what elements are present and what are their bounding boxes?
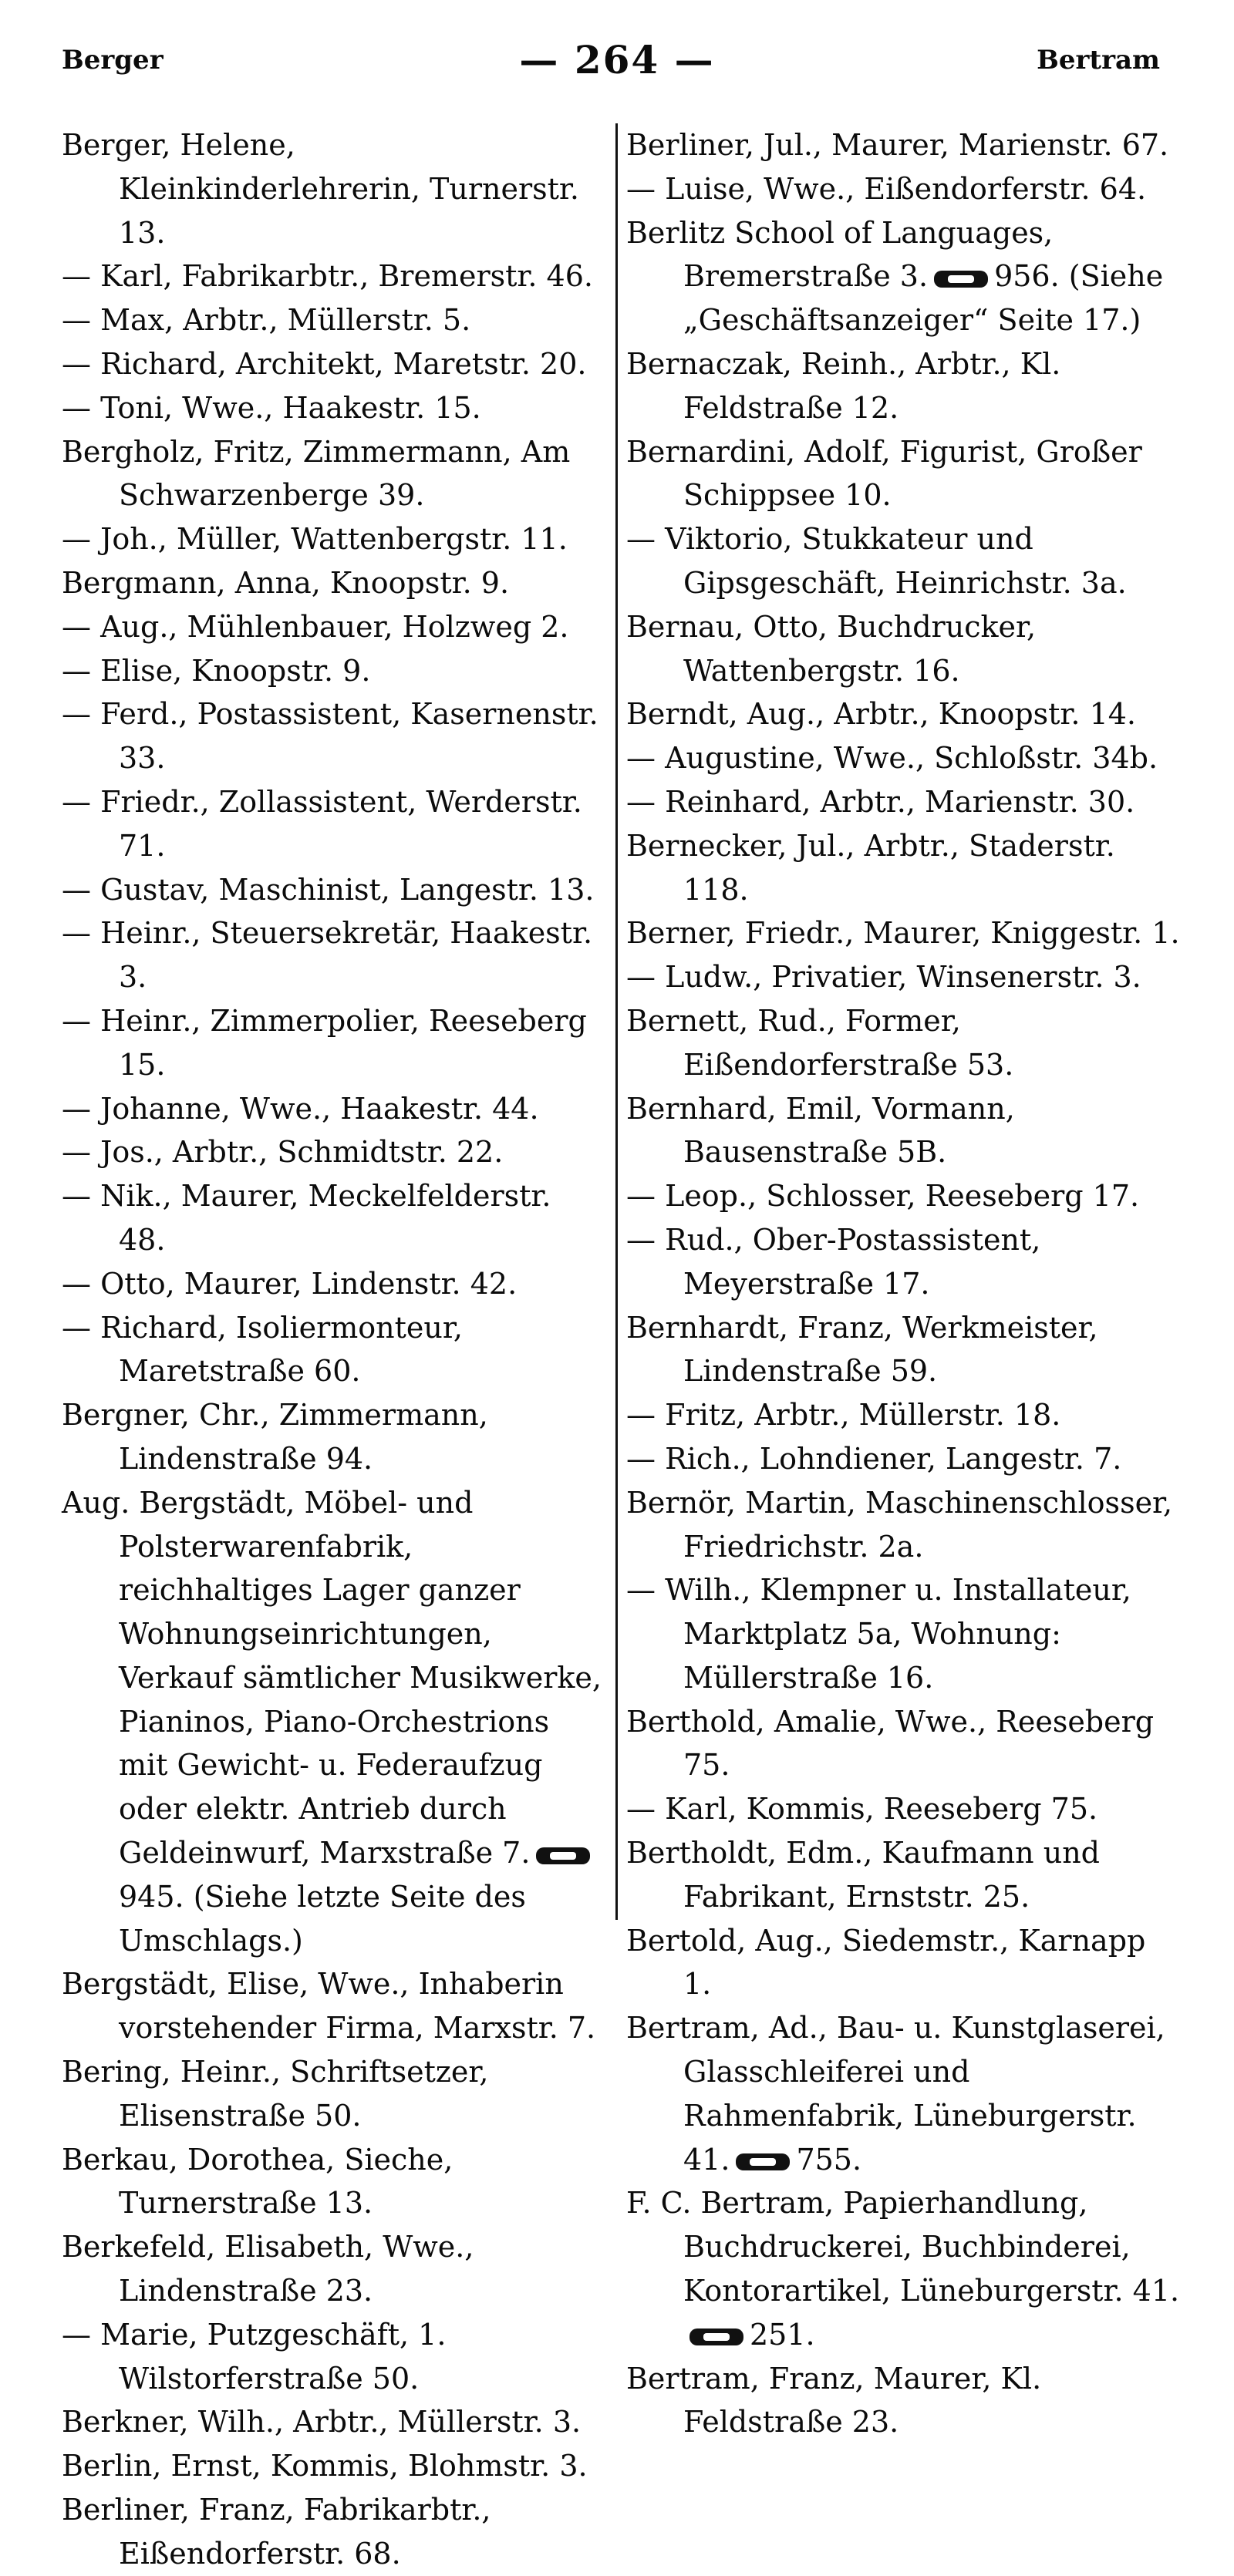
directory-entry	[62, 430, 605, 518]
entry-text: — Aug., Mühlenbauer, Holzweg 2.	[62, 609, 569, 644]
directory-entry	[626, 1087, 1180, 1175]
directory-entry	[62, 780, 605, 868]
directory-entry	[62, 123, 605, 254]
directory-entry	[626, 1568, 1180, 1699]
directory-entry	[626, 211, 1180, 342]
entry-text: — Reinhard, Arbtr., Marienstr. 30.	[626, 784, 1135, 819]
telephone-number: 755.	[796, 2142, 862, 2177]
entry-text: Berlin, Ernst, Kommis, Blohmstr. 3.	[62, 2449, 588, 2483]
entry-text: — Marie, Putzgeschäft, 1. Wilstorferstraße 50.	[62, 2317, 447, 2396]
directory-entry	[62, 517, 605, 561]
entry-text: Bertold, Aug., Siedemstr., Karnapp 1.	[626, 1923, 1146, 2002]
entry-text: Bernardini, Adolf, Figurist, Großer Schippsee 10.	[626, 434, 1142, 513]
directory-entry	[626, 1218, 1180, 1306]
right-column	[626, 123, 1180, 2444]
telephone-icon	[536, 1847, 590, 1864]
directory-entry	[62, 2444, 605, 2488]
entry-text: Berliner, Jul., Maurer, Marienstr. 67.	[626, 128, 1169, 162]
entry-text: Bernau, Otto, Buchdrucker, Wattenbergstr. 16.	[626, 609, 1037, 688]
entry-text: — Elise, Knoopstr. 9.	[62, 653, 371, 688]
entry-text: — Nik., Maurer, Meckelfelderstr. 48.	[62, 1179, 551, 1257]
directory-entry	[626, 1174, 1180, 1218]
entry-text: Berthold, Amalie, Wwe., Reeseberg 75.	[626, 1704, 1155, 1783]
entry-note: (Siehe „Geschäftsanzeiger“ Seite 17.)	[683, 259, 1164, 338]
directory-entry	[62, 1962, 605, 2050]
directory-entry	[62, 1306, 605, 1394]
entry-text: Berger, Helene, Kleinkinderlehrerin, Turnerstr. 13.	[62, 128, 579, 250]
directory-entry	[62, 1262, 605, 1306]
directory-entry	[626, 1787, 1180, 1831]
directory-entry	[62, 254, 605, 298]
directory-entry	[626, 824, 1180, 912]
directory-entry	[62, 1174, 605, 1262]
directory-entry	[62, 1393, 605, 1481]
directory-entry	[626, 342, 1180, 430]
telephone-number: 945.	[119, 1879, 184, 1914]
directory-entry	[626, 1437, 1180, 1481]
directory-entry	[62, 342, 605, 386]
entry-text: Berkefeld, Elisabeth, Wwe., Lindenstraße 23.	[62, 2230, 474, 2308]
entry-text: — Karl, Kommis, Reeseberg 75.	[626, 1792, 1098, 1827]
directory-entry	[62, 1481, 605, 1963]
directory-entry	[626, 1393, 1180, 1437]
entry-text: Berliner, Franz, Fabrikarbtr., Eißendorferstr. 68.	[62, 2493, 491, 2571]
directory-entry	[626, 1831, 1180, 1919]
entry-text: Bernecker, Jul., Arbtr., Staderstr. 118.	[626, 828, 1115, 907]
entry-text: — Ludw., Privatier, Winsenerstr. 3.	[626, 960, 1141, 995]
entry-text: — Joh., Müller, Wattenbergstr. 11.	[62, 522, 568, 557]
entry-text: Bernett, Rud., Former, Eißendorferstraße 53.	[626, 1003, 1014, 1082]
directory-entry	[626, 911, 1180, 955]
telephone-number: 251.	[750, 2317, 815, 2352]
directory-entry	[626, 780, 1180, 824]
directory-entry	[626, 736, 1180, 780]
entry-text: Bergholz, Fritz, Zimmermann, Am Schwarzenberge 39.	[62, 434, 571, 513]
directory-entry	[626, 2357, 1180, 2445]
directory-entry	[62, 2050, 605, 2138]
entry-text: — Wilh., Klempner u. Installateur, Marktplatz 5a, Wohnung: Müllerstraße 16.	[626, 1573, 1131, 1695]
entry-text: Aug. Bergstädt, Möbel- und Polsterwarenfabrik, reichhaltiges Lager ganzer Wohnungseinrichtungen, Verkauf sämtlicher Musikwerke, Pianinos, Piano-Orchestrions mit Gewicht- u. Federaufzug oder elektr. Antrieb durch Geldeinwurf, Marxstraße 7.	[62, 1485, 602, 1871]
entry-text: Bergstädt, Elise, Wwe., Inhaberin vorstehender Firma, Marxstr. 7.	[62, 1967, 596, 2046]
directory-entry	[626, 2181, 1180, 2356]
entry-text: — Fritz, Arbtr., Müllerstr. 18.	[626, 1398, 1061, 1433]
directory-entry	[62, 649, 605, 693]
directory-entry	[626, 955, 1180, 999]
directory-entry	[62, 868, 605, 912]
entry-text: Bergner, Chr., Zimmermann, Lindenstraße 94.	[62, 1398, 488, 1476]
directory-entry	[62, 999, 605, 1087]
entry-text: — Heinr., Steuersekretär, Haakestr. 3.	[62, 916, 593, 995]
directory-entry	[62, 386, 605, 430]
entry-text: Bernaczak, Reinh., Arbtr., Kl. Feldstraße 12.	[626, 346, 1061, 425]
entry-text: Bernhard, Emil, Vormann, Bausenstraße 5B.	[626, 1091, 1015, 1170]
entry-text: Bernör, Martin, Maschinenschlosser, Friedrichstr. 2a.	[626, 1485, 1173, 1564]
entry-text: Berkau, Dorothea, Sieche, Turnerstraße 13.	[62, 2142, 453, 2221]
entry-text: Bertram, Ad., Bau- u. Kunstglaserei, Glasschleiferei und Rahmenfabrik, Lüneburgerstr. 41.	[626, 2011, 1165, 2177]
entry-text: — Augustine, Wwe., Schloßstr. 34b.	[626, 741, 1158, 776]
telephone-number: 956.	[994, 259, 1060, 294]
directory-entry	[626, 1700, 1180, 1788]
entry-text: — Rich., Lohndiener, Langestr. 7.	[626, 1441, 1122, 1476]
entry-text: Bernhardt, Franz, Werkmeister, Lindenstraße 59.	[626, 1310, 1098, 1389]
directory-entry	[62, 2488, 605, 2576]
directory-entry	[62, 298, 605, 342]
running-head-right: Bertram	[1037, 45, 1160, 76]
entry-text: — Max, Arbtr., Müllerstr. 5.	[62, 303, 471, 338]
directory-entry	[626, 1481, 1180, 1569]
left-column	[62, 123, 605, 2576]
entry-text: Bering, Heinr., Schriftsetzer, Elisenstraße 50.	[62, 2055, 489, 2133]
entry-text: — Ferd., Postassistent, Kasernenstr. 33.	[62, 697, 598, 776]
directory-entry	[626, 999, 1180, 1087]
page-number: — 264 —	[519, 37, 715, 82]
directory-entry	[62, 2225, 605, 2313]
directory-entry	[626, 692, 1180, 736]
column-divider	[615, 123, 618, 1920]
entry-text: Bertholdt, Edm., Kaufmann und Fabrikant, Ernststr. 25.	[626, 1836, 1101, 1914]
running-head-left: Berger	[62, 45, 164, 76]
entry-text: — Luise, Wwe., Eißendorferstr. 64.	[626, 171, 1147, 206]
entry-text: — Leop., Schlosser, Reeseberg 17.	[626, 1179, 1140, 1214]
entry-text: Berkner, Wilh., Arbtr., Müllerstr. 3.	[62, 2405, 582, 2440]
entry-text: Berlitz School of Languages, Bremerstraße 3.	[626, 215, 1054, 294]
entry-text: — Gustav, Maschinist, Langestr. 13.	[62, 872, 595, 907]
directory-entry	[62, 1130, 605, 1174]
directory-entry	[62, 561, 605, 605]
entry-text: F. C. Bertram, Papierhandlung, Buchdruckerei, Buchbinderei, Kontorartikel, Lüneburgerstr. 41.	[626, 2186, 1180, 2308]
entry-text: Berndt, Aug., Arbtr., Knoopstr. 14.	[626, 697, 1137, 732]
directory-entry	[626, 123, 1180, 167]
directory-entry	[62, 2400, 605, 2444]
entry-note: (Siehe letzte Seite des Umschlags.)	[119, 1879, 526, 1958]
directory-entry	[62, 1087, 605, 1131]
directory-entry	[626, 430, 1180, 518]
telephone-icon	[689, 2329, 743, 2345]
directory-entry	[62, 911, 605, 999]
directory-entry	[62, 692, 605, 780]
entry-text: — Otto, Maurer, Lindenstr. 42.	[62, 1266, 518, 1301]
entry-text: Bertram, Franz, Maurer, Kl. Feldstraße 23.	[626, 2361, 1042, 2440]
entry-text: — Richard, Architekt, Maretstr. 20.	[62, 346, 587, 381]
entry-text: Bergmann, Anna, Knoopstr. 9.	[62, 565, 510, 600]
telephone-icon	[934, 271, 988, 288]
entry-text: — Toni, Wwe., Haakestr. 15.	[62, 390, 481, 425]
entry-text: Berner, Friedr., Maurer, Kniggestr. 1.	[626, 916, 1180, 951]
directory-entry	[626, 2006, 1180, 2181]
entry-text: — Richard, Isoliermonteur, Maretstraße 60.	[62, 1310, 463, 1389]
directory-entry	[62, 605, 605, 649]
directory-entry	[626, 1306, 1180, 1394]
entry-text: — Heinr., Zimmerpolier, Reeseberg 15.	[62, 1003, 587, 1082]
directory-entry	[626, 167, 1180, 211]
entry-text: — Karl, Fabrikarbtr., Bremerstr. 46.	[62, 259, 593, 294]
entry-text: — Viktorio, Stukkateur und Gipsgeschäft, Heinrichstr. 3a.	[626, 522, 1127, 600]
telephone-icon	[736, 2153, 790, 2170]
directory-entry	[626, 605, 1180, 693]
directory-entry	[62, 2138, 605, 2226]
entry-text: — Johanne, Wwe., Haakestr. 44.	[62, 1091, 539, 1126]
directory-entry	[62, 2313, 605, 2401]
directory-entry	[626, 517, 1180, 605]
entry-text: — Jos., Arbtr., Schmidtstr. 22.	[62, 1135, 504, 1170]
entry-text: — Rud., Ober-Postassistent, Meyerstraße 17.	[626, 1222, 1041, 1301]
entry-text: — Friedr., Zollassistent, Werderstr. 71.	[62, 784, 582, 863]
directory-entry	[626, 1919, 1180, 2007]
